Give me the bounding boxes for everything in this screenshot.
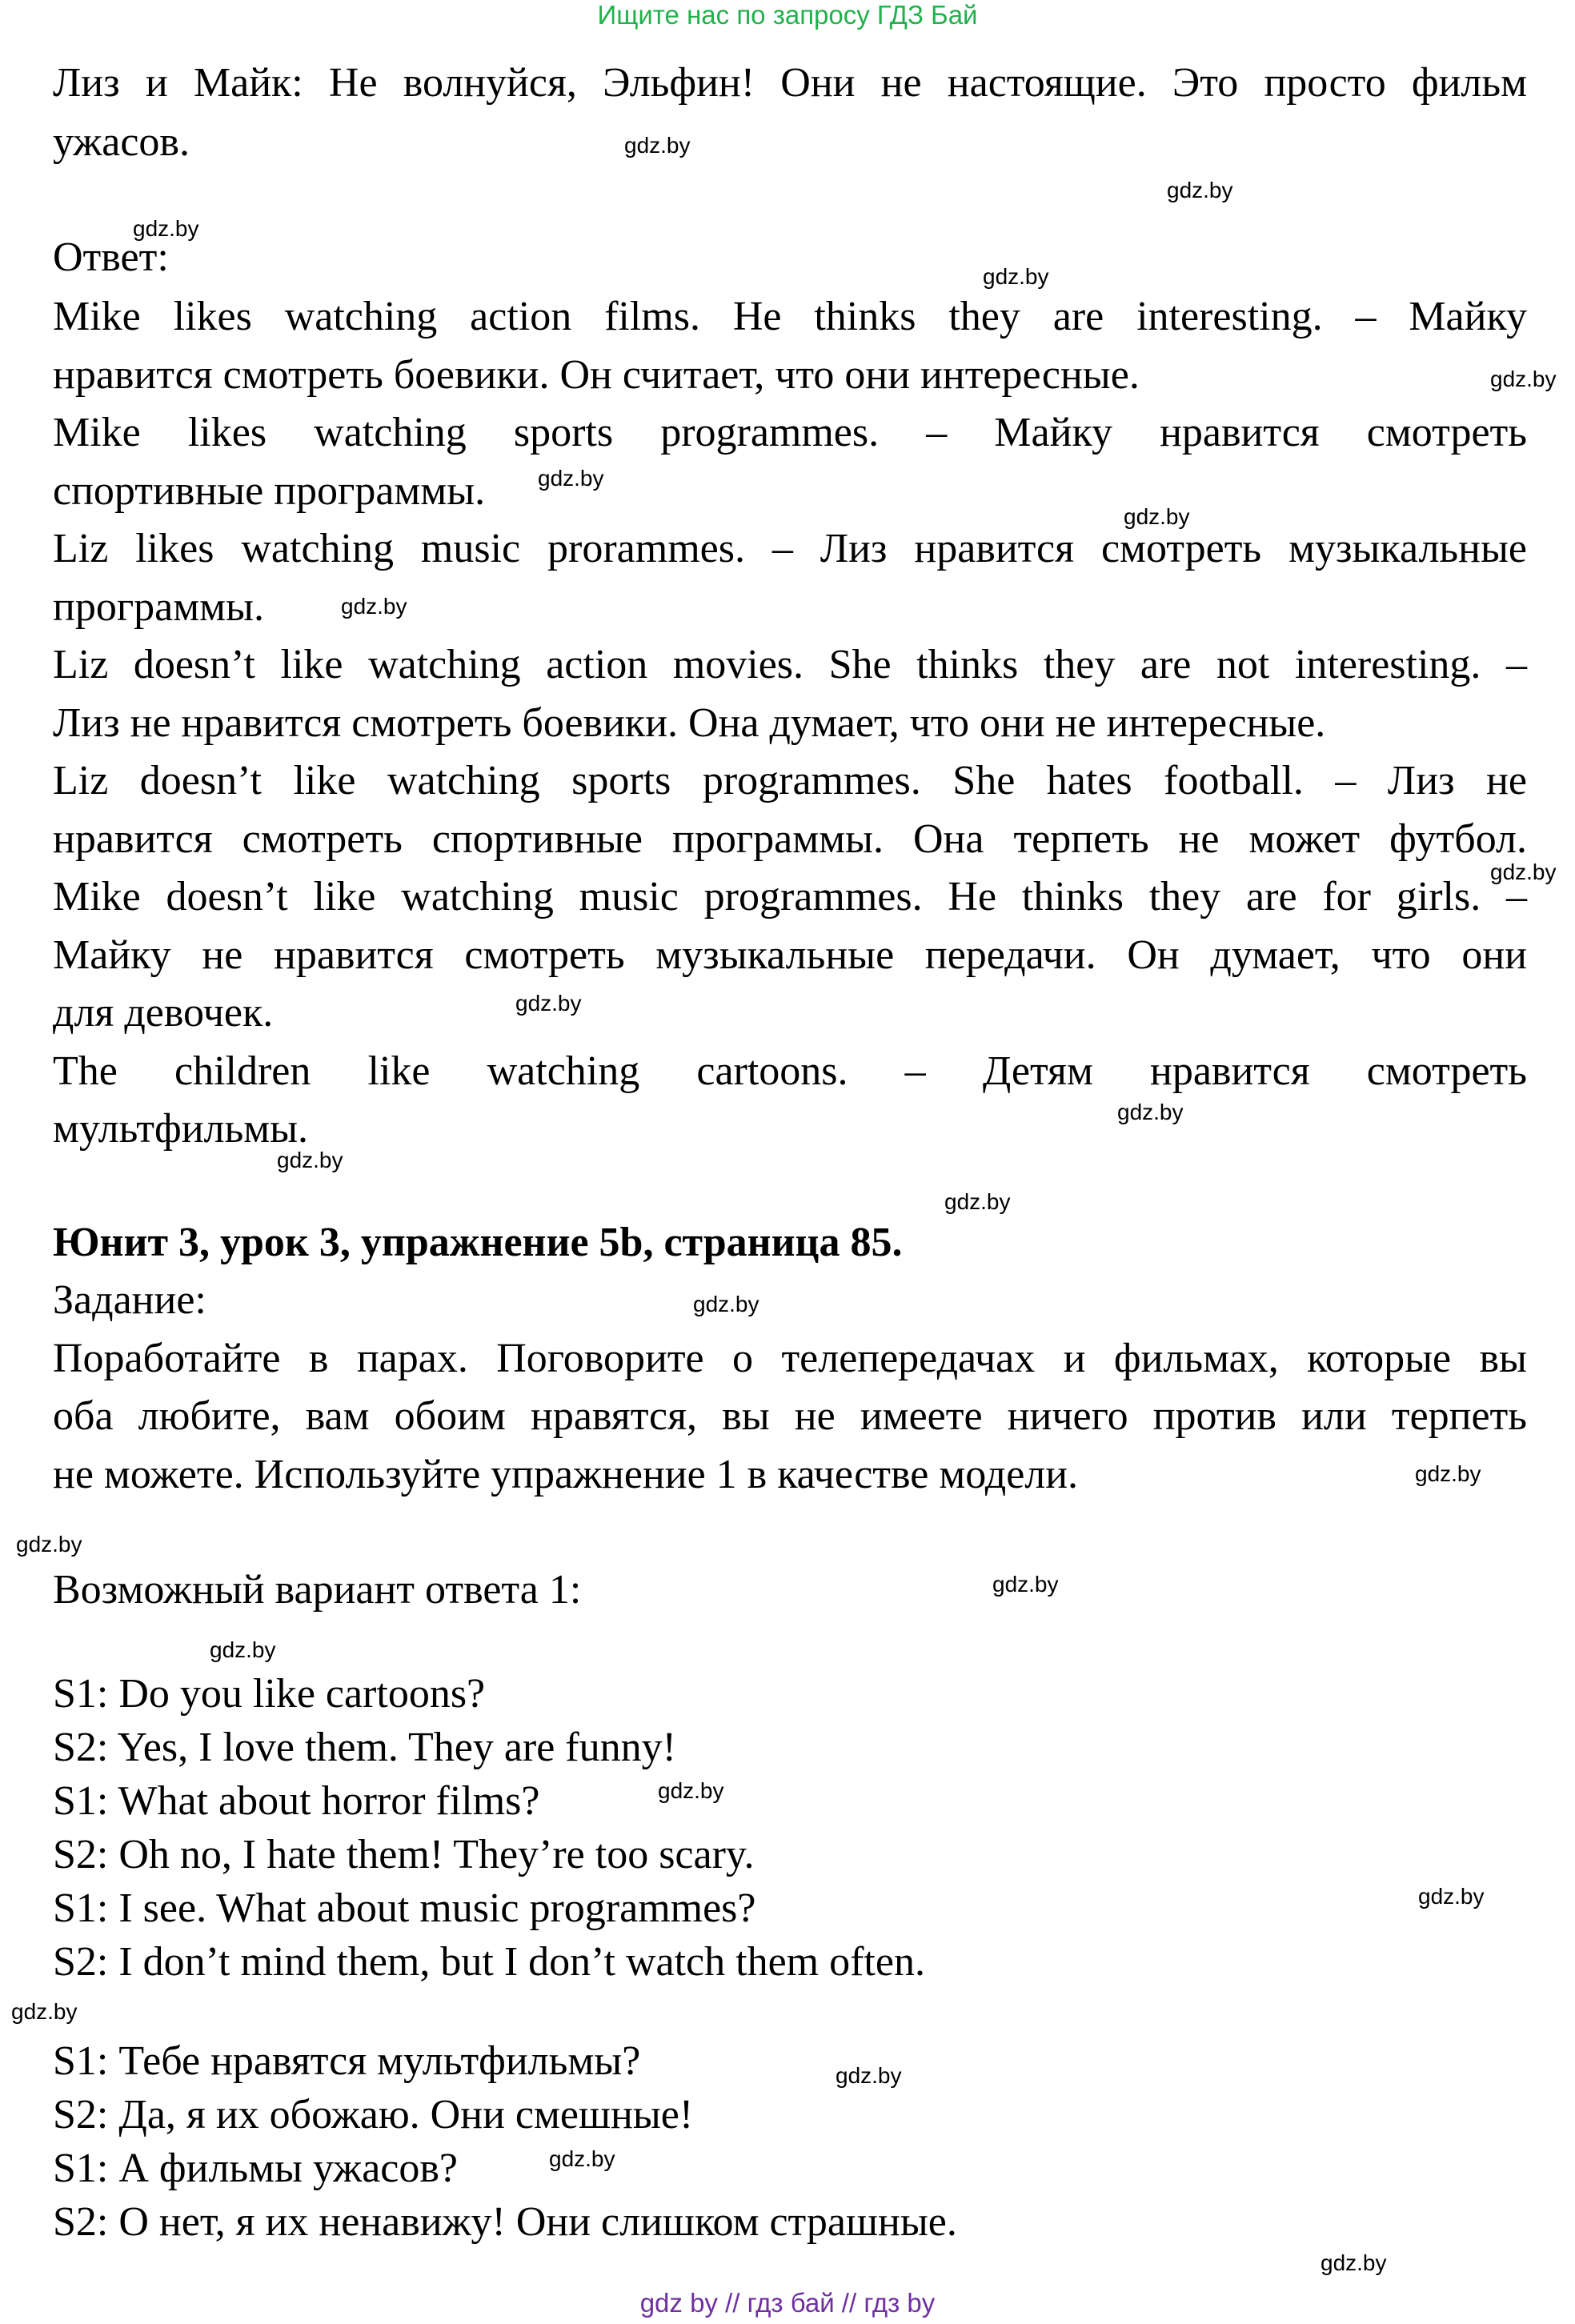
dialogue-en-line: S1: I see. What about music programmes? [53, 1885, 756, 1931]
watermark: gdz.by [133, 216, 199, 241]
watermark: gdz.by [658, 1778, 724, 1803]
answer-line: The children like watching cartoons. – Детям нравится смотреть [53, 1048, 1527, 1094]
site-footer[interactable]: gdz by // гдз бай // гдз by [639, 2288, 936, 2318]
answer-line: Mike doesn’t like watching music programmes. He thinks they are for girls. – [53, 874, 1527, 920]
intro-line: Лиз и Майк: Не волнуйся, Эльфин! Они не настоящие. Это просто фильм [53, 60, 1527, 106]
task-line: Поработайте в парах. Поговорите о телепередачах и фильмах, которые вы [53, 1336, 1527, 1381]
dialogue-en-line: S1: Do you like cartoons? [53, 1671, 486, 1717]
answer-line: Liz doesn’t like watching sports programmes. She hates football. – Лиз не [53, 758, 1527, 803]
dialogue-ru-line: S1: Тебе нравятся мультфильмы? [53, 2038, 641, 2084]
watermark: gdz.by [210, 1637, 276, 1662]
variant-label: Возможный вариант ответа 1: [53, 1567, 582, 1613]
answer-line: нравится смотреть спортивные программы. Она терпеть не может футбол. [53, 816, 1527, 862]
watermark: gdz.by [624, 133, 691, 158]
watermark: gdz.by [277, 1148, 343, 1172]
watermark: gdz.by [1124, 504, 1190, 529]
watermark: gdz.by [341, 594, 407, 619]
watermark: gdz.by [1418, 1884, 1485, 1909]
watermark: gdz.by [1490, 367, 1557, 391]
watermark: gdz.by [11, 1999, 78, 2024]
dialogue-en-line: S1: What about horror films? [53, 1778, 540, 1824]
answer-line: Mike likes watching action films. He thinks they are interesting. – Майку [53, 294, 1527, 339]
watermark: gdz.by [836, 2063, 902, 2088]
answer-line: Майку не нравится смотреть музыкальные передачи. Он думает, что они [53, 932, 1527, 978]
dialogue-en-line: S2: Yes, I love them. They are funny! [53, 1725, 676, 1770]
watermark: gdz.by [16, 1532, 82, 1557]
task-line: не можете. Используйте упражнение 1 в качестве модели. [53, 1452, 1079, 1497]
watermark: gdz.by [1490, 859, 1557, 884]
answer-line: программы. [53, 584, 264, 630]
dialogue-en-line: S2: Oh no, I hate them! They’re too scary. [53, 1832, 755, 1877]
watermark: gdz.by [1321, 2250, 1387, 2275]
watermark: gdz.by [1117, 1100, 1184, 1124]
answer-line: мультфильмы. [53, 1106, 309, 1152]
task-line: оба любите, вам обоим нравятся, вы не имеете ничего против или терпеть [53, 1393, 1527, 1439]
watermark: gdz.by [992, 1572, 1059, 1597]
dialogue-ru-line: S2: О нет, я их ненавижу! Они слишком страшные. [53, 2199, 957, 2245]
watermark: gdz.by [944, 1189, 1011, 1214]
answer-line: спортивные программы. [53, 468, 486, 514]
dialogue-ru-line: S1: А фильмы ужасов? [53, 2146, 458, 2191]
watermark: gdz.by [693, 1292, 759, 1316]
watermark: gdz.by [1415, 1461, 1481, 1486]
answer-line: Liz doesn’t like watching action movies. She thinks they are not interesting. – [53, 642, 1527, 687]
intro-line: ужасов. [53, 119, 190, 165]
watermark: gdz.by [983, 264, 1049, 289]
answer-label: Ответ: [53, 234, 169, 280]
dialogue-ru-line: S2: Да, я их обожаю. Они смешные! [53, 2092, 694, 2138]
watermark: gdz.by [538, 466, 604, 491]
answer-line: Liz likes watching music prorammes. – Лиз нравится смотреть музыкальные [53, 526, 1527, 571]
section-heading: Юнит 3, урок 3, упражнение 5b, страница 85. [53, 1220, 903, 1265]
watermark: gdz.by [549, 2146, 615, 2171]
dialogue-en-line: S2: I don’t mind them, but I don’t watch them often. [53, 1939, 925, 1985]
watermark: gdz.by [1167, 178, 1233, 202]
task-label: Задание: [53, 1277, 206, 1323]
answer-line: Лиз не нравится смотреть боевики. Она думает, что они не интересные. [53, 700, 1326, 746]
site-banner[interactable]: Ищите нас по запросу ГДЗ Бай [597, 0, 978, 30]
answer-line: нравится смотреть боевики. Он считает, что они интересные. [53, 352, 1140, 398]
answer-line: Mike likes watching sports programmes. – Майку нравится смотреть [53, 410, 1527, 455]
answer-line: для девочек. [53, 990, 274, 1036]
watermark: gdz.by [515, 991, 582, 1016]
